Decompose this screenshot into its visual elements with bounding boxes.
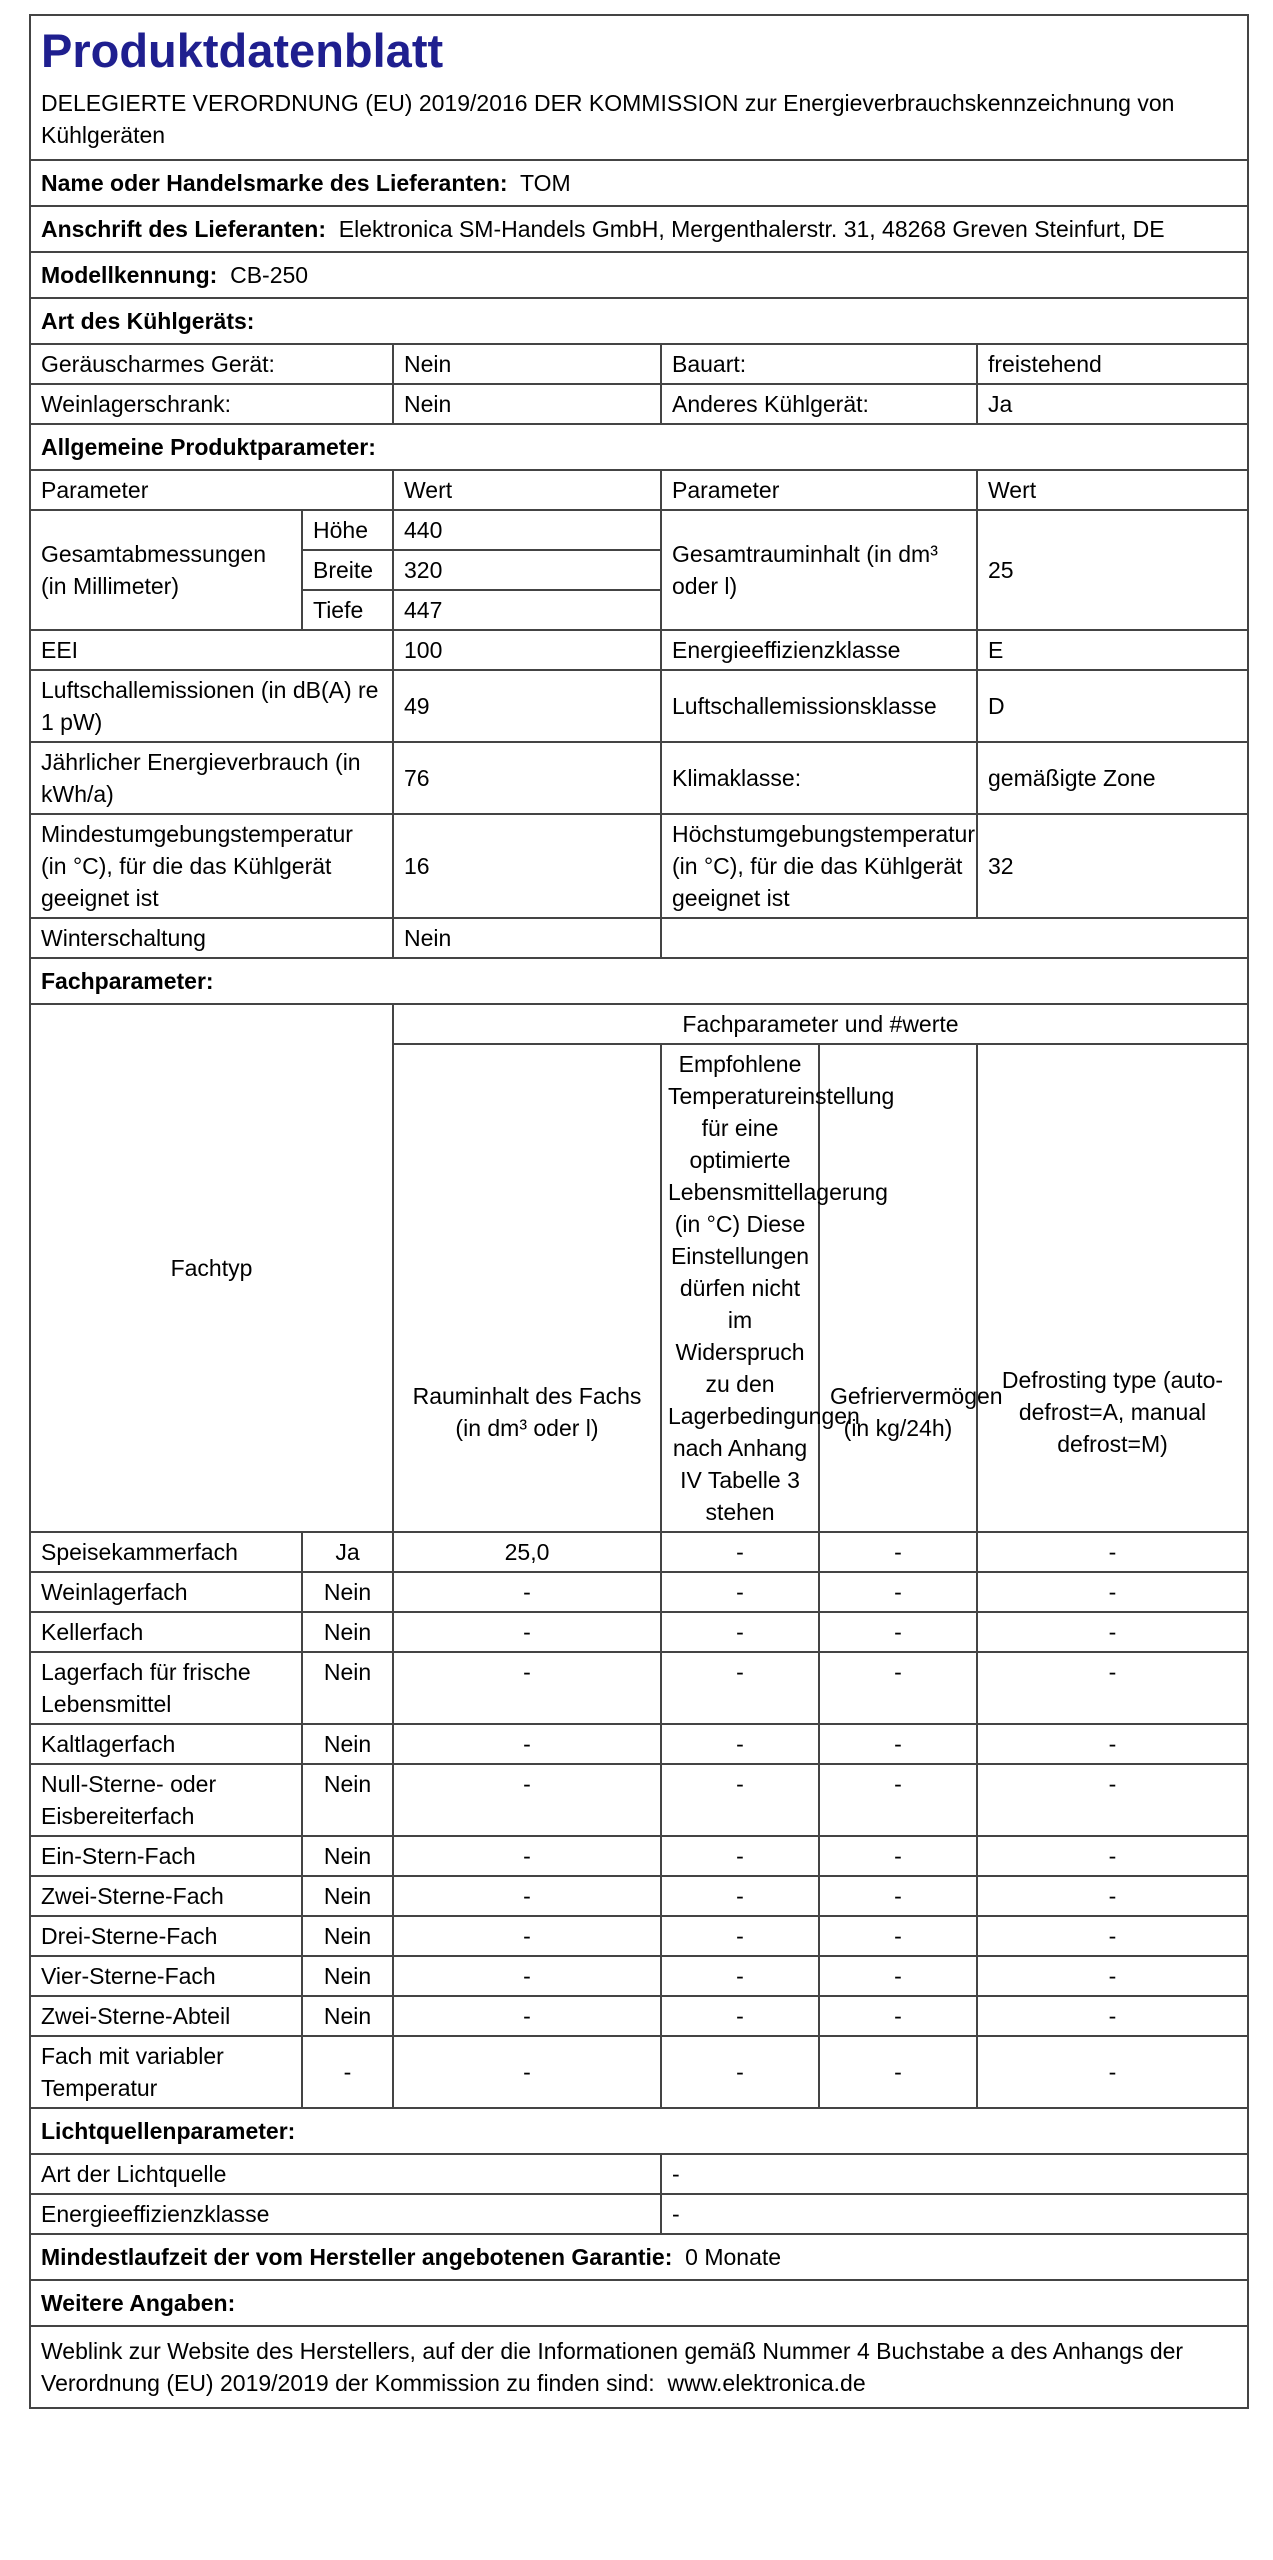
appliance-type-heading-row <box>30 298 1248 344</box>
compartment-temperature: - <box>661 1572 819 1612</box>
dimensions-label: Gesamtabmessungen (in Millimeter) <box>30 510 302 630</box>
compartment-present: Nein <box>302 1572 393 1612</box>
compartment-row <box>30 1572 1248 1612</box>
model-value: CB-250 <box>230 262 309 288</box>
parameter-label: Luftschallemissionsklasse <box>661 670 977 742</box>
compartment-name: Kaltlagerfach <box>30 1724 302 1764</box>
compartment-volume: - <box>393 1572 661 1612</box>
compartment-name: Zwei-Sterne-Fach <box>30 1876 302 1916</box>
compartment-name: Kellerfach <box>30 1612 302 1652</box>
compartment-name: Ein-Stern-Fach <box>30 1836 302 1876</box>
compartment-row <box>30 1652 1248 1724</box>
compartment-volume: - <box>393 1724 661 1764</box>
light-value: - <box>661 2154 1248 2194</box>
supplier-address-label: Anschrift des Lieferanten: <box>41 216 326 242</box>
compartment-freezing: - <box>819 1764 977 1836</box>
compartment-defrost: - <box>977 1572 1248 1612</box>
compartment-volume: - <box>393 1956 661 1996</box>
compartment-defrost: - <box>977 1612 1248 1652</box>
further-heading: Weitere Angaben: <box>30 2280 1248 2326</box>
compartment-name: Lagerfach für frische Lebensmittel <box>30 1652 302 1724</box>
compartment-present: - <box>302 2036 393 2108</box>
compartment-defrost: - <box>977 1532 1248 1572</box>
title-row <box>30 15 1248 84</box>
light-row <box>30 2154 1248 2194</box>
parameter-label: Klimaklasse: <box>661 742 977 814</box>
further-text: Weblink zur Website des Herstellers, auf der die Informationen gemäß Nummer 4 Buchstabe a des Anhangs der Verordnung (EU) 2019/2019 der Kommission zu finden sind: <box>41 2338 1184 2396</box>
general-parameter-row <box>30 670 1248 742</box>
page-title: Produktdatenblatt <box>30 15 1248 84</box>
compartments-heading: Fachparameter: <box>30 958 1248 1004</box>
compartment-row <box>30 1532 1248 1572</box>
compartment-temperature: - <box>661 1916 819 1956</box>
warranty-row <box>30 2234 1248 2280</box>
compartments-group-header-row <box>30 1004 1248 1044</box>
appliance-type-value: Ja <box>977 384 1248 424</box>
general-column-header-row <box>30 470 1248 510</box>
compartment-name: Speisekammerfach <box>30 1532 302 1572</box>
compartment-row <box>30 2036 1248 2108</box>
compartment-row <box>30 1956 1248 1996</box>
compartment-present: Nein <box>302 1764 393 1836</box>
compartment-name: Fach mit variabler Temperatur <box>30 2036 302 2108</box>
further-text-row <box>30 2326 1248 2408</box>
parameter-label: Luftschallemissionen (in dB(A) re 1 pW) <box>30 670 393 742</box>
compartment-row <box>30 1876 1248 1916</box>
compartment-temperature: - <box>661 2036 819 2108</box>
compartment-present: Nein <box>302 1956 393 1996</box>
dimension-depth-label: Tiefe <box>302 590 393 630</box>
parameter-value: D <box>977 670 1248 742</box>
compartment-freezing: - <box>819 2036 977 2108</box>
parameter-label: Höchstumgebungstemperatur (in °C), für die das Kühlgerät geeignet ist <box>661 814 977 918</box>
model-row <box>30 252 1248 298</box>
column-header-value: Wert <box>977 470 1248 510</box>
compartment-present: Nein <box>302 1876 393 1916</box>
compartment-name: Zwei-Sterne-Abteil <box>30 1996 302 2036</box>
general-parameter-row <box>30 630 1248 670</box>
column-header-value: Wert <box>393 470 661 510</box>
light-label: Energieeffizienzklasse <box>30 2194 661 2234</box>
parameter-label: EEI <box>30 630 393 670</box>
compartment-temperature: - <box>661 1652 819 1724</box>
compartment-freezing: - <box>819 1724 977 1764</box>
general-parameter-row <box>30 814 1248 918</box>
compartment-defrost: - <box>977 1836 1248 1876</box>
appliance-type-label: Geräuscharmes Gerät: <box>30 344 393 384</box>
parameter-value: gemäßigte Zone <box>977 742 1248 814</box>
further-heading-row <box>30 2280 1248 2326</box>
winter-label: Winterschaltung <box>30 918 393 958</box>
column-header-defrost: Defrosting type (auto-defrost=A, manual defrost=M) <box>977 1044 1248 1532</box>
compartment-volume: - <box>393 2036 661 2108</box>
dimension-height-value: 440 <box>393 510 661 550</box>
compartment-present: Nein <box>302 1612 393 1652</box>
warranty-value: 0 Monate <box>685 2244 782 2270</box>
compartment-freezing: - <box>819 1652 977 1724</box>
compartment-row <box>30 1724 1248 1764</box>
compartment-temperature: - <box>661 1612 819 1652</box>
total-volume-label: Gesamtrauminhalt (in dm³ oder l) <box>661 510 977 630</box>
light-label: Art der Lichtquelle <box>30 2154 661 2194</box>
compartment-defrost: - <box>977 1724 1248 1764</box>
compartment-present: Nein <box>302 1916 393 1956</box>
compartment-present: Nein <box>302 1652 393 1724</box>
compartment-freezing: - <box>819 1876 977 1916</box>
parameter-label: Energieeffizienzklasse <box>661 630 977 670</box>
compartment-defrost: - <box>977 1996 1248 2036</box>
compartment-temperature: - <box>661 1836 819 1876</box>
compartment-temperature: - <box>661 1764 819 1836</box>
compartment-freezing: - <box>819 1612 977 1652</box>
supplier-address-row <box>30 206 1248 252</box>
total-volume-value: 25 <box>977 510 1248 630</box>
compartment-freezing: - <box>819 1956 977 1996</box>
parameter-value: 76 <box>393 742 661 814</box>
parameter-value: 32 <box>977 814 1248 918</box>
compartment-temperature: - <box>661 1996 819 2036</box>
supplier-name-row <box>30 160 1248 206</box>
compartment-defrost: - <box>977 1876 1248 1916</box>
column-header-parameter: Parameter <box>30 470 393 510</box>
general-heading: Allgemeine Produktparameter: <box>30 424 1248 470</box>
compartment-freezing: - <box>819 1836 977 1876</box>
compartment-row <box>30 1836 1248 1876</box>
winter-value: Nein <box>393 918 661 958</box>
light-row <box>30 2194 1248 2234</box>
manufacturer-weblink: www.elektronica.de <box>667 2370 866 2396</box>
winter-row <box>30 918 1248 958</box>
appliance-type-label: Bauart: <box>661 344 977 384</box>
compartment-volume: - <box>393 1652 661 1724</box>
dimension-depth-value: 447 <box>393 590 661 630</box>
warranty-label: Mindestlaufzeit der vom Hersteller angebotenen Garantie: <box>41 2244 673 2270</box>
appliance-type-label: Anderes Kühlgerät: <box>661 384 977 424</box>
parameter-value: 49 <box>393 670 661 742</box>
parameter-value: 16 <box>393 814 661 918</box>
compartment-volume: 25,0 <box>393 1532 661 1572</box>
compartment-group-header: Fachparameter und #werte <box>393 1004 1248 1044</box>
compartment-present: Ja <box>302 1532 393 1572</box>
compartment-name: Vier-Sterne-Fach <box>30 1956 302 1996</box>
compartment-name: Drei-Sterne-Fach <box>30 1916 302 1956</box>
compartment-present: Nein <box>302 1836 393 1876</box>
supplier-name-value: TOM <box>519 170 571 196</box>
general-parameter-row <box>30 742 1248 814</box>
dimension-height-label: Höhe <box>302 510 393 550</box>
compartment-volume: - <box>393 1916 661 1956</box>
compartment-name: Weinlagerfach <box>30 1572 302 1612</box>
compartment-defrost: - <box>977 1916 1248 1956</box>
fachtyp-header: Fachtyp <box>30 1004 393 1532</box>
compartment-volume: - <box>393 1876 661 1916</box>
compartment-freezing: - <box>819 1532 977 1572</box>
compartment-freezing: - <box>819 1996 977 2036</box>
compartments-heading-row <box>30 958 1248 1004</box>
light-heading-row <box>30 2108 1248 2154</box>
parameter-label: Mindestumgebungstemperatur (in °C), für die das Kühlgerät geeignet ist <box>30 814 393 918</box>
dimension-row <box>30 510 1248 550</box>
parameter-label: Jährlicher Energieverbrauch (in kWh/a) <box>30 742 393 814</box>
supplier-address-value: Elektronica SM-Handels GmbH, Mergenthalerstr. 31, 48268 Greven Steinfurt, DE <box>338 216 1165 242</box>
column-header-parameter: Parameter <box>661 470 977 510</box>
compartment-present: Nein <box>302 1996 393 2036</box>
empty-cell <box>661 918 1248 958</box>
compartment-row <box>30 1612 1248 1652</box>
compartment-row <box>30 1996 1248 2036</box>
compartment-volume: - <box>393 1612 661 1652</box>
light-value: - <box>661 2194 1248 2234</box>
compartment-present: Nein <box>302 1724 393 1764</box>
compartment-temperature: - <box>661 1532 819 1572</box>
appliance-type-label: Weinlagerschrank: <box>30 384 393 424</box>
compartment-name: Null-Sterne- oder Eisbereiterfach <box>30 1764 302 1836</box>
compartment-defrost: - <box>977 1652 1248 1724</box>
compartment-defrost: - <box>977 1764 1248 1836</box>
light-heading: Lichtquellenparameter: <box>30 2108 1248 2154</box>
compartment-defrost: - <box>977 2036 1248 2108</box>
compartment-freezing: - <box>819 1916 977 1956</box>
model-label: Modellkennung: <box>41 262 218 288</box>
product-data-sheet <box>29 14 1249 2409</box>
appliance-type-heading: Art des Kühlgeräts: <box>30 298 1248 344</box>
appliance-type-row <box>30 384 1248 424</box>
dimension-width-label: Breite <box>302 550 393 590</box>
regulation-text: DELEGIERTE VERORDNUNG (EU) 2019/2016 DER KOMMISSION zur Energieverbrauchskennzeichnung von Kühlgeräten <box>30 84 1248 160</box>
column-header-freezing: Gefriervermögen (in kg/24h) <box>819 1044 977 1532</box>
compartment-row <box>30 1764 1248 1836</box>
appliance-type-row <box>30 344 1248 384</box>
compartment-volume: - <box>393 1764 661 1836</box>
parameter-value: E <box>977 630 1248 670</box>
compartment-freezing: - <box>819 1572 977 1612</box>
appliance-type-value: Nein <box>393 344 661 384</box>
appliance-type-value: freistehend <box>977 344 1248 384</box>
column-header-volume: Rauminhalt des Fachs (in dm³ oder l) <box>393 1044 661 1532</box>
parameter-value: 100 <box>393 630 661 670</box>
compartment-volume: - <box>393 1996 661 2036</box>
appliance-type-value: Nein <box>393 384 661 424</box>
supplier-name-label: Name oder Handelsmarke des Lieferanten: <box>41 170 508 196</box>
dimension-width-value: 320 <box>393 550 661 590</box>
general-heading-row <box>30 424 1248 470</box>
compartment-temperature: - <box>661 1956 819 1996</box>
compartment-volume: - <box>393 1836 661 1876</box>
column-header-temperature: Empfohlene Temperatureinstellung für eine optimierte Lebensmittellagerung (in °C) Diese Einstellungen dürfen nicht im Widerspruch zu den Lagerbedingungen nach Anhang IV Tabelle 3 stehen <box>661 1044 819 1532</box>
regulation-row <box>30 84 1248 160</box>
compartment-temperature: - <box>661 1876 819 1916</box>
compartment-row <box>30 1916 1248 1956</box>
compartment-defrost: - <box>977 1956 1248 1996</box>
compartment-temperature: - <box>661 1724 819 1764</box>
